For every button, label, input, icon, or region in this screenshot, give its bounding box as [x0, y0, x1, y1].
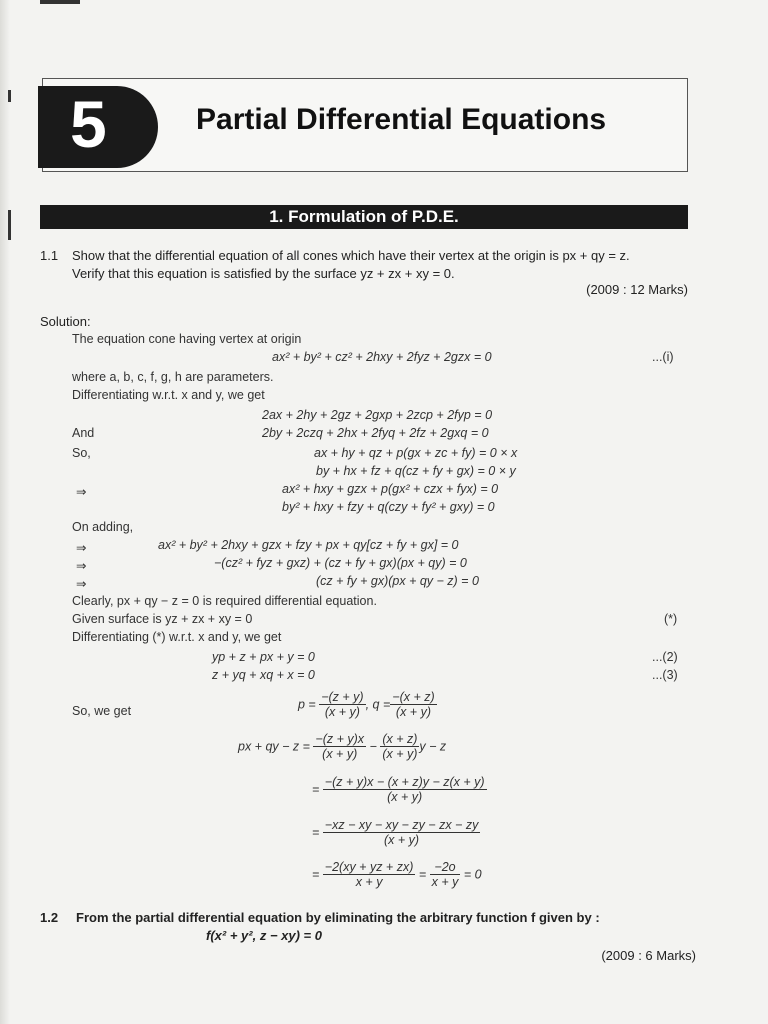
fraction-equation [238, 732, 446, 761]
equation-tag: ...(2) [652, 650, 678, 664]
operator: = [418, 867, 427, 882]
question-text-line: Show that the differential equation of all cones which have their vertex at the origin is px + qy = z. [72, 248, 630, 263]
operator: = [312, 782, 320, 797]
denominator: x + y [355, 875, 383, 889]
fraction [323, 775, 487, 804]
implies-symbol: ⇒ [76, 559, 87, 573]
fraction-equation [312, 860, 482, 889]
fraction-equation [312, 818, 480, 847]
question-equation: f(x² + y², z − xy) = 0 [206, 928, 322, 943]
question-number: 1.1 [40, 248, 59, 263]
fraction [390, 690, 436, 719]
numerator: −xz − xy − xy − zy − zx − zy [324, 818, 479, 832]
fraction [380, 732, 419, 761]
numerator: −(z + y) [321, 690, 364, 704]
solution-text: The equation cone having vertex at origin [72, 332, 302, 346]
denominator: (x + y) [384, 833, 420, 847]
page-binding-shadow [0, 0, 10, 1024]
equation: ax + hy + qz + p(gx + zc + fy) = 0 × x [314, 446, 518, 460]
numerator: −(z + y)x − (x + z)y − z(x + y) [324, 775, 485, 789]
implies-symbol: ⇒ [76, 541, 87, 555]
numerator: −2(xy + yz + zx) [324, 860, 414, 874]
equation: ax² + by² + 2hxy + gzx + fzy + px + qy[cz + fy + gx] = 0 [158, 538, 459, 552]
question-text-line: Verify that this equation is satisfied by the surface yz + zx + xy = 0. [72, 266, 455, 281]
fraction [319, 690, 365, 719]
equation: ax² + hxy + gzx + p(gx² + czx + fyx) = 0 [282, 482, 499, 496]
margin-mark [8, 210, 11, 240]
solution-label: Solution: [40, 314, 91, 329]
operator: = [312, 825, 320, 840]
equation-tag: (*) [664, 612, 678, 626]
denominator: (x + y) [322, 747, 358, 761]
equation: 2ax + 2hy + 2gz + 2gxp + 2zcp + 2fyp = 0 [262, 408, 493, 422]
equation: (cz + fy + gx)(px + qy − z) = 0 [316, 574, 479, 588]
equation: 2by + 2czq + 2hx + 2fyq + 2fz + 2gxq = 0 [262, 426, 489, 440]
solution-text: where a, b, c, f, g, h are parameters. [72, 370, 274, 384]
numerator: (x + z) [382, 732, 418, 746]
numerator: −(x + z) [392, 690, 435, 704]
question-number: 1.2 [40, 910, 59, 925]
equation-tail: y − z [419, 739, 447, 754]
denominator: (x + y) [382, 747, 418, 761]
denominator: (x + y) [395, 705, 431, 719]
chapter-number: 5 [70, 87, 107, 161]
solution-text: So, [72, 446, 91, 460]
equation-lhs: p = [298, 697, 316, 712]
equation: by² + hxy + fzy + q(czy + fy² + gxy) = 0 [282, 500, 495, 514]
equation: ax² + by² + cz² + 2hxy + 2fyz + 2gzx = 0 [272, 350, 492, 364]
denominator: x + y [431, 875, 459, 889]
numerator: −2o [430, 860, 461, 875]
equation: by + hx + fz + q(cz + fy + gx) = 0 × y [316, 464, 516, 478]
solution-text: Differentiating (*) w.r.t. x and y, we get [72, 630, 282, 644]
margin-mark [8, 90, 11, 102]
implies-symbol: ⇒ [76, 485, 87, 499]
solution-text: Given surface is yz + zx + xy = 0 [72, 612, 253, 626]
question-marks: (2009 : 6 Marks) [601, 948, 696, 963]
question-marks: (2009 : 12 Marks) [586, 282, 688, 297]
implies-symbol: ⇒ [76, 577, 87, 591]
equation-tail: = 0 [463, 867, 482, 882]
numerator: −(z + y)x [315, 732, 365, 746]
equation-tag: ...(i) [652, 350, 674, 364]
solution-text: Clearly, px + qy − z = 0 is required differential equation. [72, 594, 377, 608]
question-text-line: From the partial differential equation by eliminating the arbitrary function f given by : [76, 910, 600, 925]
denominator: (x + y) [387, 790, 423, 804]
top-edge-mark [40, 0, 80, 4]
section-bar [40, 205, 688, 229]
solution-text: So, we get [72, 704, 132, 718]
equation: −(cz² + fyz + gxz) + (cz + fy + gx)(px + qy) = 0 [214, 556, 467, 570]
equation: yp + z + px + y = 0 [212, 650, 315, 664]
fraction [323, 860, 416, 889]
fraction-equation [312, 775, 487, 804]
equation-lhs: , q = [365, 697, 391, 712]
solution-text: Differentiating w.r.t. x and y, we get [72, 388, 265, 402]
operator: − [369, 739, 377, 754]
fraction-equation [298, 690, 437, 719]
operator: = [312, 867, 320, 882]
fraction [323, 818, 481, 847]
fraction [430, 860, 461, 889]
fraction [313, 732, 366, 761]
equation-lhs: px + qy − z = [238, 739, 310, 754]
equation: z + yq + xq + x = 0 [212, 668, 315, 682]
solution-text: On adding, [72, 520, 134, 534]
chapter-title: Partial Differential Equations [196, 103, 607, 136]
section-title: 1. Formulation of P.D.E. [269, 207, 459, 226]
solution-text: And [72, 426, 95, 440]
denominator: (x + y) [324, 705, 360, 719]
equation-tag: ...(3) [652, 668, 678, 682]
